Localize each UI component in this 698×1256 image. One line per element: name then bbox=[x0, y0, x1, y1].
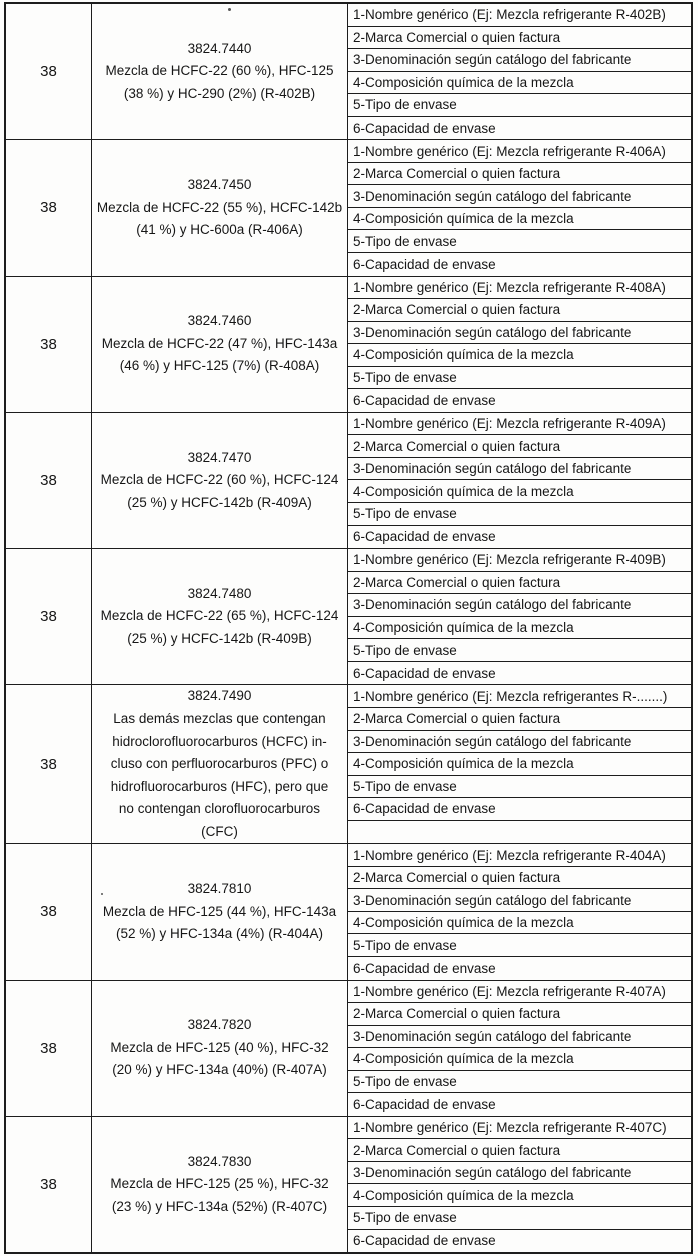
description-line: hidroclorofluorocarburos (HCFC) in- bbox=[112, 733, 327, 749]
requirement-item: 6-Capacidad de envase bbox=[348, 798, 691, 821]
requirement-item: 5-Tipo de envase bbox=[348, 94, 691, 117]
description-line: (25 %) y HCFC-142b (R-409B) bbox=[127, 631, 312, 647]
requirement-item: 4-Composición química de la mezcla bbox=[348, 208, 691, 231]
description-line: (38 %) y HC-290 (2%) (R-402B) bbox=[123, 85, 316, 101]
requirements-cell bbox=[348, 685, 691, 843]
tariff-code: 3824.7470 bbox=[187, 449, 252, 465]
requirement-item: 6-Capacidad de envase bbox=[353, 1097, 496, 1113]
requirement-item: 6-Capacidad de envase bbox=[353, 120, 496, 136]
description-line: (25 %) y HCFC-142b (R-409A) bbox=[127, 494, 312, 510]
requirement-item: 1-Nombre genérico (Ej: Mezcla refrigerantes R-.......) bbox=[348, 685, 691, 708]
chapter-number: 38 bbox=[40, 903, 57, 921]
description-line: Las demás mezclas que contengan bbox=[113, 710, 326, 726]
description-cell bbox=[92, 549, 348, 684]
description-cell bbox=[92, 4, 348, 139]
chapter-number: 38 bbox=[40, 755, 57, 773]
table-row bbox=[6, 981, 691, 1117]
requirement-item: 1-Nombre genérico (Ej: Mezcla refrigerante R-407C) bbox=[348, 1117, 691, 1140]
requirement-item: 3-Denominación según catálogo del fabricante bbox=[348, 889, 691, 912]
description-line: Mezcla de HFC-125 (44 %), HFC-143a bbox=[102, 903, 337, 919]
chapter-cell bbox=[6, 549, 92, 684]
requirement-item: 3-Denominación según catálogo del fabricante bbox=[348, 322, 691, 345]
requirement-item: 4-Composición química de la mezcla bbox=[348, 344, 691, 367]
requirement-item: 3-Denominación según catálogo del fabricante bbox=[348, 594, 691, 617]
table-row bbox=[6, 4, 691, 140]
requirement-item: 6-Capacidad de envase bbox=[353, 1233, 496, 1249]
requirement-item: 3-Denominación según catálogo del fabricante bbox=[348, 185, 691, 208]
requirement-item: 4-Composición química de la mezcla bbox=[348, 1184, 691, 1207]
description-line: Mezcla de HCFC-22 (55 %), HCFC-142b bbox=[96, 199, 343, 215]
requirements-cell bbox=[348, 413, 691, 548]
requirement-item: 5-Tipo de envase bbox=[348, 230, 691, 253]
description-line: Mezcla de HCFC-22 (47 %), HFC-143a bbox=[101, 335, 338, 351]
requirement-item: 3-Denominación según catálogo del fabricante bbox=[348, 1162, 691, 1185]
tariff-code: 3824.7820 bbox=[187, 1017, 252, 1033]
requirement-item: 1-Nombre genérico (Ej: Mezcla refrigerante R-402B) bbox=[348, 4, 691, 27]
tariff-code: 3824.7490 bbox=[187, 688, 252, 704]
description-cell bbox=[92, 277, 348, 412]
chapter-number: 38 bbox=[40, 1039, 57, 1057]
requirement-item: 3-Denominación según catálogo del fabricante bbox=[348, 1026, 691, 1049]
requirement-item: 5-Tipo de envase bbox=[348, 934, 691, 957]
requirement-item: 3-Denominación según catálogo del fabricante bbox=[348, 49, 691, 72]
chapter-number: 38 bbox=[40, 63, 57, 81]
chapter-cell bbox=[6, 4, 92, 139]
description-cell bbox=[92, 685, 348, 843]
requirement-item: 2-Marca Comercial o quien factura bbox=[348, 572, 691, 595]
table-row bbox=[6, 844, 691, 980]
tariff-code: 3824.7460 bbox=[187, 313, 252, 329]
requirement-item: 4-Composición química de la mezcla bbox=[348, 480, 691, 503]
requirement-item: 4-Composición química de la mezcla bbox=[348, 753, 691, 776]
empty-requirement-row bbox=[348, 821, 691, 844]
requirement-item: 2-Marca Comercial o quien factura bbox=[348, 708, 691, 731]
requirement-item: 6-Capacidad de envase bbox=[353, 393, 496, 409]
requirement-item: 2-Marca Comercial o quien factura bbox=[348, 163, 691, 186]
requirement-item: 4-Composición química de la mezcla bbox=[348, 72, 691, 95]
requirement-item: 5-Tipo de envase bbox=[348, 639, 691, 662]
description-cell bbox=[92, 413, 348, 548]
requirements-cell bbox=[348, 1117, 691, 1252]
requirement-item: 6-Capacidad de envase bbox=[353, 665, 496, 681]
requirement-item: 2-Marca Comercial o quien factura bbox=[348, 1139, 691, 1162]
chapter-number: 38 bbox=[40, 1175, 57, 1193]
description-cell bbox=[92, 140, 348, 275]
description-line: Mezcla de HCFC-22 (60 %), HFC-125 bbox=[105, 63, 334, 79]
description-line: (46 %) y HFC-125 (7%) (R-408A) bbox=[119, 358, 320, 374]
description-line: no contengan clorofluorocarburos bbox=[118, 801, 321, 817]
chapter-cell bbox=[6, 981, 92, 1116]
requirements-cell bbox=[348, 4, 691, 139]
requirement-item: 4-Composición química de la mezcla bbox=[348, 617, 691, 640]
requirement-item: 1-Nombre genérico (Ej: Mezcla refrigerante R-409B) bbox=[348, 549, 691, 572]
description-line: (41 %) y HC-600a (R-406A) bbox=[136, 222, 303, 238]
description-line: (20 %) y HFC-134a (40%) (R-407A) bbox=[112, 1062, 327, 1078]
table-row bbox=[6, 549, 691, 685]
scan-artifact-dot bbox=[228, 8, 231, 11]
chapter-cell bbox=[6, 844, 92, 979]
requirement-item: 1-Nombre genérico (Ej: Mezcla refrigerante R-406A) bbox=[348, 140, 691, 163]
requirement-item: 6-Capacidad de envase bbox=[353, 960, 496, 976]
requirement-item: 5-Tipo de envase bbox=[348, 776, 691, 799]
requirement-item: 2-Marca Comercial o quien factura bbox=[348, 867, 691, 890]
chapter-cell bbox=[6, 413, 92, 548]
requirement-item: 5-Tipo de envase bbox=[348, 1207, 691, 1230]
requirement-item: 5-Tipo de envase bbox=[348, 1071, 691, 1094]
tariff-code: 3824.7810 bbox=[187, 881, 252, 897]
chapter-cell bbox=[6, 1117, 92, 1252]
scan-artifact-dot bbox=[101, 893, 103, 895]
requirement-item: 3-Denominación según catálogo del fabricante bbox=[348, 731, 691, 754]
requirements-cell bbox=[348, 277, 691, 412]
requirement-item: 2-Marca Comercial o quien factura bbox=[348, 435, 691, 458]
tariff-code: 3824.7830 bbox=[187, 1153, 252, 1169]
requirement-item: 4-Composición química de la mezcla bbox=[348, 1048, 691, 1071]
requirement-item: 5-Tipo de envase bbox=[348, 503, 691, 526]
chapter-cell bbox=[6, 277, 92, 412]
customs-requirements-table bbox=[4, 2, 693, 1254]
requirement-item: 1-Nombre genérico (Ej: Mezcla refrigerante R-407A) bbox=[348, 981, 691, 1004]
requirement-item: 2-Marca Comercial o quien factura bbox=[348, 27, 691, 50]
table-row bbox=[6, 1117, 691, 1252]
description-line: Mezcla de HCFC-22 (65 %), HCFC-124 bbox=[100, 608, 339, 624]
requirement-item: 1-Nombre genérico (Ej: Mezcla refrigerante R-408A) bbox=[348, 277, 691, 300]
description-line: (23 %) y HFC-134a (52%) (R-407C) bbox=[111, 1198, 328, 1214]
description-line: hidrofluorocarburos (HFC), pero que bbox=[110, 778, 329, 794]
description-cell bbox=[92, 1117, 348, 1252]
requirement-item: 5-Tipo de envase bbox=[348, 367, 691, 390]
requirement-item: 1-Nombre genérico (Ej: Mezcla refrigerante R-404A) bbox=[348, 844, 691, 867]
requirement-item: 6-Capacidad de envase bbox=[353, 256, 496, 272]
requirement-item: 6-Capacidad de envase bbox=[353, 529, 496, 545]
tariff-code: 3824.7480 bbox=[187, 585, 252, 601]
chapter-cell bbox=[6, 685, 92, 843]
tariff-code: 3824.7450 bbox=[187, 177, 252, 193]
description-line: Mezcla de HFC-125 (40 %), HFC-32 bbox=[110, 1039, 329, 1055]
requirement-item: 3-Denominación según catálogo del fabricante bbox=[348, 458, 691, 481]
description-line: Mezcla de HFC-125 (25 %), HFC-32 bbox=[110, 1176, 329, 1192]
requirement-item: 4-Composición química de la mezcla bbox=[348, 912, 691, 935]
description-cell bbox=[92, 844, 348, 979]
chapter-number: 38 bbox=[40, 608, 57, 626]
description-cell bbox=[92, 981, 348, 1116]
chapter-cell bbox=[6, 140, 92, 275]
description-line: (52 %) y HFC-134a (4%) (R-404A) bbox=[115, 926, 324, 942]
description-line: Mezcla de HCFC-22 (60 %), HCFC-124 bbox=[100, 472, 339, 488]
description-line: cluso con perfluorocarburos (PFC) o bbox=[110, 756, 329, 772]
tariff-code: 3824.7440 bbox=[187, 40, 252, 56]
requirements-cell bbox=[348, 981, 691, 1116]
table-row bbox=[6, 413, 691, 549]
table-row bbox=[6, 277, 691, 413]
requirements-cell bbox=[348, 140, 691, 275]
requirement-item: 1-Nombre genérico (Ej: Mezcla refrigerante R-409A) bbox=[348, 413, 691, 436]
chapter-number: 38 bbox=[40, 199, 57, 217]
table-row bbox=[6, 685, 691, 844]
chapter-number: 38 bbox=[40, 335, 57, 353]
description-line: (CFC) bbox=[201, 823, 238, 839]
requirement-item: 2-Marca Comercial o quien factura bbox=[348, 1003, 691, 1026]
requirements-cell bbox=[348, 549, 691, 684]
requirements-cell bbox=[348, 844, 691, 979]
chapter-number: 38 bbox=[40, 471, 57, 489]
table-row bbox=[6, 140, 691, 276]
requirement-item: 2-Marca Comercial o quien factura bbox=[348, 299, 691, 322]
